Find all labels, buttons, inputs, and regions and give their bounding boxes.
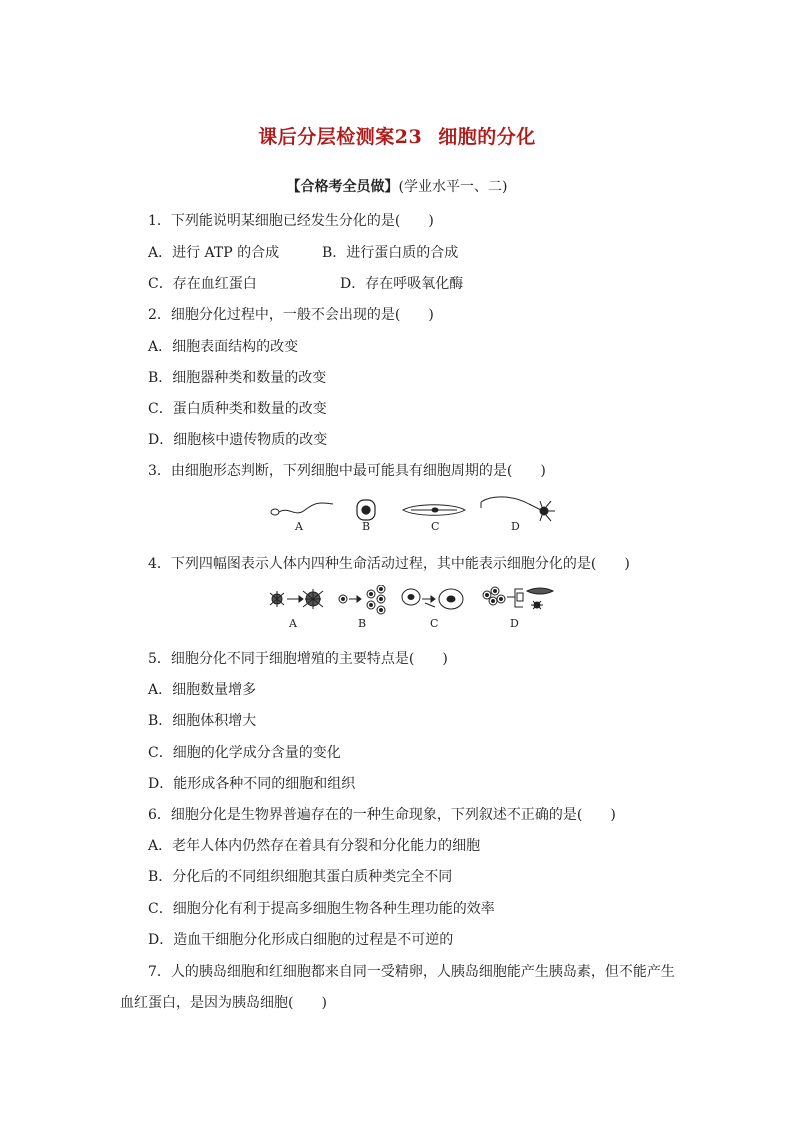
q4-process-c	[402, 589, 463, 609]
q4-figure	[265, 585, 565, 630]
q2-option-d: D．细胞核中遗传物质的改变	[148, 432, 328, 448]
q4-process-a	[270, 589, 323, 609]
title-sub: 细胞的分化	[438, 126, 536, 148]
q3-stem: 3．由细胞形态判断，下列细胞中最可能具有细胞周期的是( )	[148, 463, 546, 479]
q3-label-c: C	[431, 520, 440, 533]
q3-cell-b-round	[357, 500, 375, 520]
q1-option-d: D．存在呼吸氧化酶	[340, 276, 464, 292]
q1-option-b: B．进行蛋白质的合成	[322, 245, 459, 261]
q6-option-d: D．造血干细胞分化形成白细胞的过程是不可逆的	[148, 932, 454, 948]
q4-stem: 4．下列四幅图表示人体内四种生命活动过程，其中能表示细胞分化的是( )	[148, 556, 630, 572]
section-heading	[0, 176, 794, 196]
q3-label-b: B	[362, 520, 371, 533]
q4-label-d: D	[510, 617, 519, 630]
q4-label-b: B	[358, 617, 367, 630]
q5-option-a: A．细胞数量增多	[148, 682, 257, 698]
q2-option-a: A．细胞表面结构的改变	[148, 339, 299, 355]
q5-option-c: C．细胞的化学成分含量的变化	[148, 745, 341, 761]
q3-cell-drawings	[265, 490, 565, 540]
q7-stem-line2: 血红蛋白，是因为胰岛细胞( )	[120, 995, 327, 1011]
q7-stem-line1: 7．人的胰岛细胞和红细胞都来自同一受精卵，人胰岛细胞能产生胰岛素，但不能产生	[148, 964, 675, 980]
q5-option-d: D．能形成各种不同的细胞和组织	[148, 776, 356, 792]
q2-stem: 2．细胞分化过程中，一般不会出现的是( )	[148, 307, 434, 323]
q6-option-a: A．老年人体内仍然存在着具有分裂和分化能力的细胞	[148, 838, 481, 854]
section-heading-bold: 【合格考全员做】	[286, 179, 399, 195]
page-title	[0, 122, 794, 149]
section-heading-level: (学业水平一、二)	[398, 179, 508, 195]
q3-cell-d-neuron	[481, 497, 555, 521]
q4-label-a: A	[289, 617, 297, 630]
q6-option-c: C．细胞分化有利于提高多细胞生物各种生理功能的效率	[148, 901, 495, 917]
q4-process-drawings	[265, 585, 565, 621]
q1-option-a: A．进行 ATP 的合成	[148, 245, 280, 261]
q4-label-c: C	[430, 617, 439, 630]
q4-process-d	[483, 587, 553, 609]
q6-option-b: B．分化后的不同组织细胞其蛋白质种类完全不同	[148, 869, 453, 885]
q1-option-c: C．存在血红蛋白	[148, 276, 257, 292]
q4-process-b	[339, 585, 385, 614]
q3-label-d: D	[511, 520, 520, 533]
q3-cell-c-spindle	[403, 505, 465, 516]
q5-stem: 5．细胞分化不同于细胞增殖的主要特点是( )	[148, 651, 448, 667]
title-main: 课后分层检测案23	[258, 126, 423, 148]
q5-option-b: B．细胞体积增大	[148, 713, 257, 729]
q3-figure	[265, 490, 565, 540]
q1-stem: 1．下列能说明某细胞已经发生分化的是( )	[148, 213, 434, 229]
q2-option-c: C．蛋白质种类和数量的改变	[148, 401, 327, 417]
q6-stem: 6．细胞分化是生物界普遍存在的一种生命现象，下列叙述不正确的是( )	[148, 807, 616, 823]
q3-label-a: A	[295, 520, 303, 533]
q3-cell-a-sperm	[271, 503, 333, 515]
q2-option-b: B．细胞器种类和数量的改变	[148, 370, 327, 386]
